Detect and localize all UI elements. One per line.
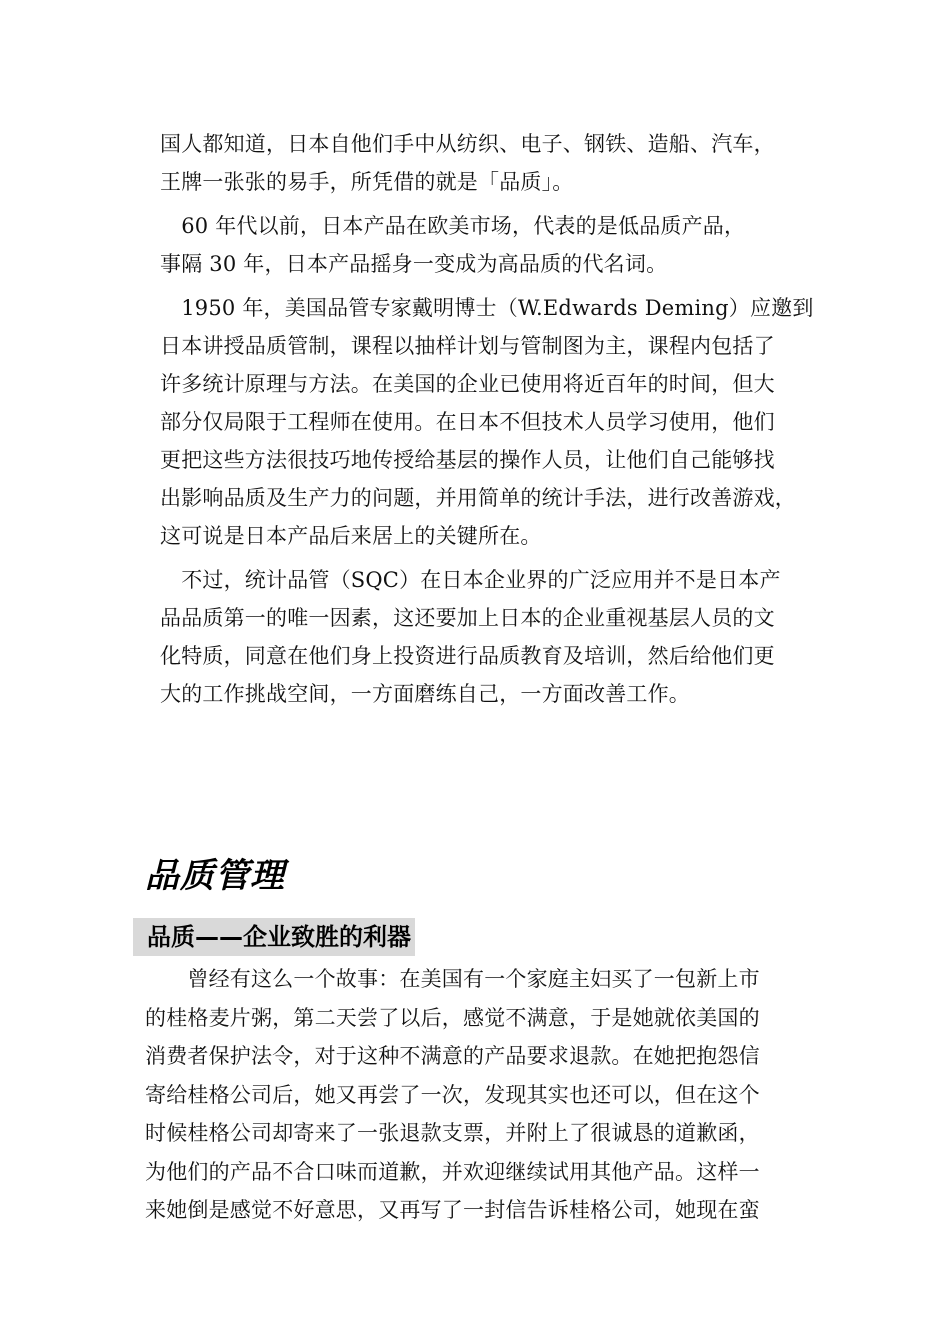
paragraph [160,561,840,713]
text-line: 王牌一张张的易手，所凭借的就是「品质」。 [160,170,574,194]
text-line: 来她倒是感觉不好意思，又再写了一封信告诉桂格公司，她现在蛮 [145,1198,760,1222]
chapter-title: 品质管理 [145,856,285,896]
intro-section [160,125,840,713]
text-line: 事隔 30 年，日本产品摇身一变成为高品质的代名词。 [160,252,668,276]
text-line: 60 年代以前，日本产品在欧美市场，代表的是低品质产品， [160,214,746,238]
text-line: 品品质第一的唯一因素，这还要加上日本的企业重视基层人员的文 [160,606,775,630]
text-line: 为他们的产品不合口味而道歉，并欢迎继续试用其他产品。这样一 [145,1159,760,1184]
text-line: 出影响品质及生产力的问题，并用简单的统计手法，进行改善游戏， [160,486,796,510]
text-line: 曾经有这么一个故事：在美国有一个家庭主妇买了一包新上市 [145,967,760,991]
text-line: 许多统计原理与方法。在美国的企业已使用将近百年的时间，但大 [160,372,775,396]
text-line: 寄给桂格公司后，她又再尝了一次，发现其实也还可以，但在这个 [145,1082,760,1107]
text-line: 日本讲授品质管制，课程以抽样计划与管制图为主，课程内包括了 [160,334,775,358]
text-line: 部分仅局限于工程师在使用。在日本不但技术人员学习使用，他们 [160,410,775,434]
text-line: 消费者保护法令，对于这种不满意的产品要求退款。在她把抱怨信 [145,1044,760,1068]
paragraph [160,125,840,201]
text-line: 不过，统计品管（SQC）在日本企业界的广泛应用并不是日本产 [160,568,781,592]
text-line: 的桂格麦片粥，第二天尝了以后，感觉不满意，于是她就依美国的 [145,1005,760,1030]
text-line: 化特质，同意在他们身上投资进行品质教育及培训，然后给他们更 [160,644,775,668]
text-line: 时候桂格公司却寄来了一张退款支票，并附上了很诚恳的道歉函， [145,1121,760,1145]
text-line: 这可说是日本产品后来居上的关键所在。 [160,524,542,548]
paragraph [160,289,840,555]
text-line: 更把这些方法很技巧地传授给基层的操作人员，让他们自己能够找 [160,448,775,472]
text-line: 国人都知道，日本自他们手中从纺织、电子、钢铁、造船、汽车， [160,132,775,156]
text-line: 大的工作挑战空间，一方面磨练自己，一方面改善工作。 [160,682,690,706]
paragraph [160,207,840,283]
story-paragraph [145,960,825,1230]
text-line: 1950 年，美国品管专家戴明博士（W.Edwards Deming）应邀到 [160,296,814,320]
section-heading: 品质——企业致胜的利器 [133,918,415,956]
